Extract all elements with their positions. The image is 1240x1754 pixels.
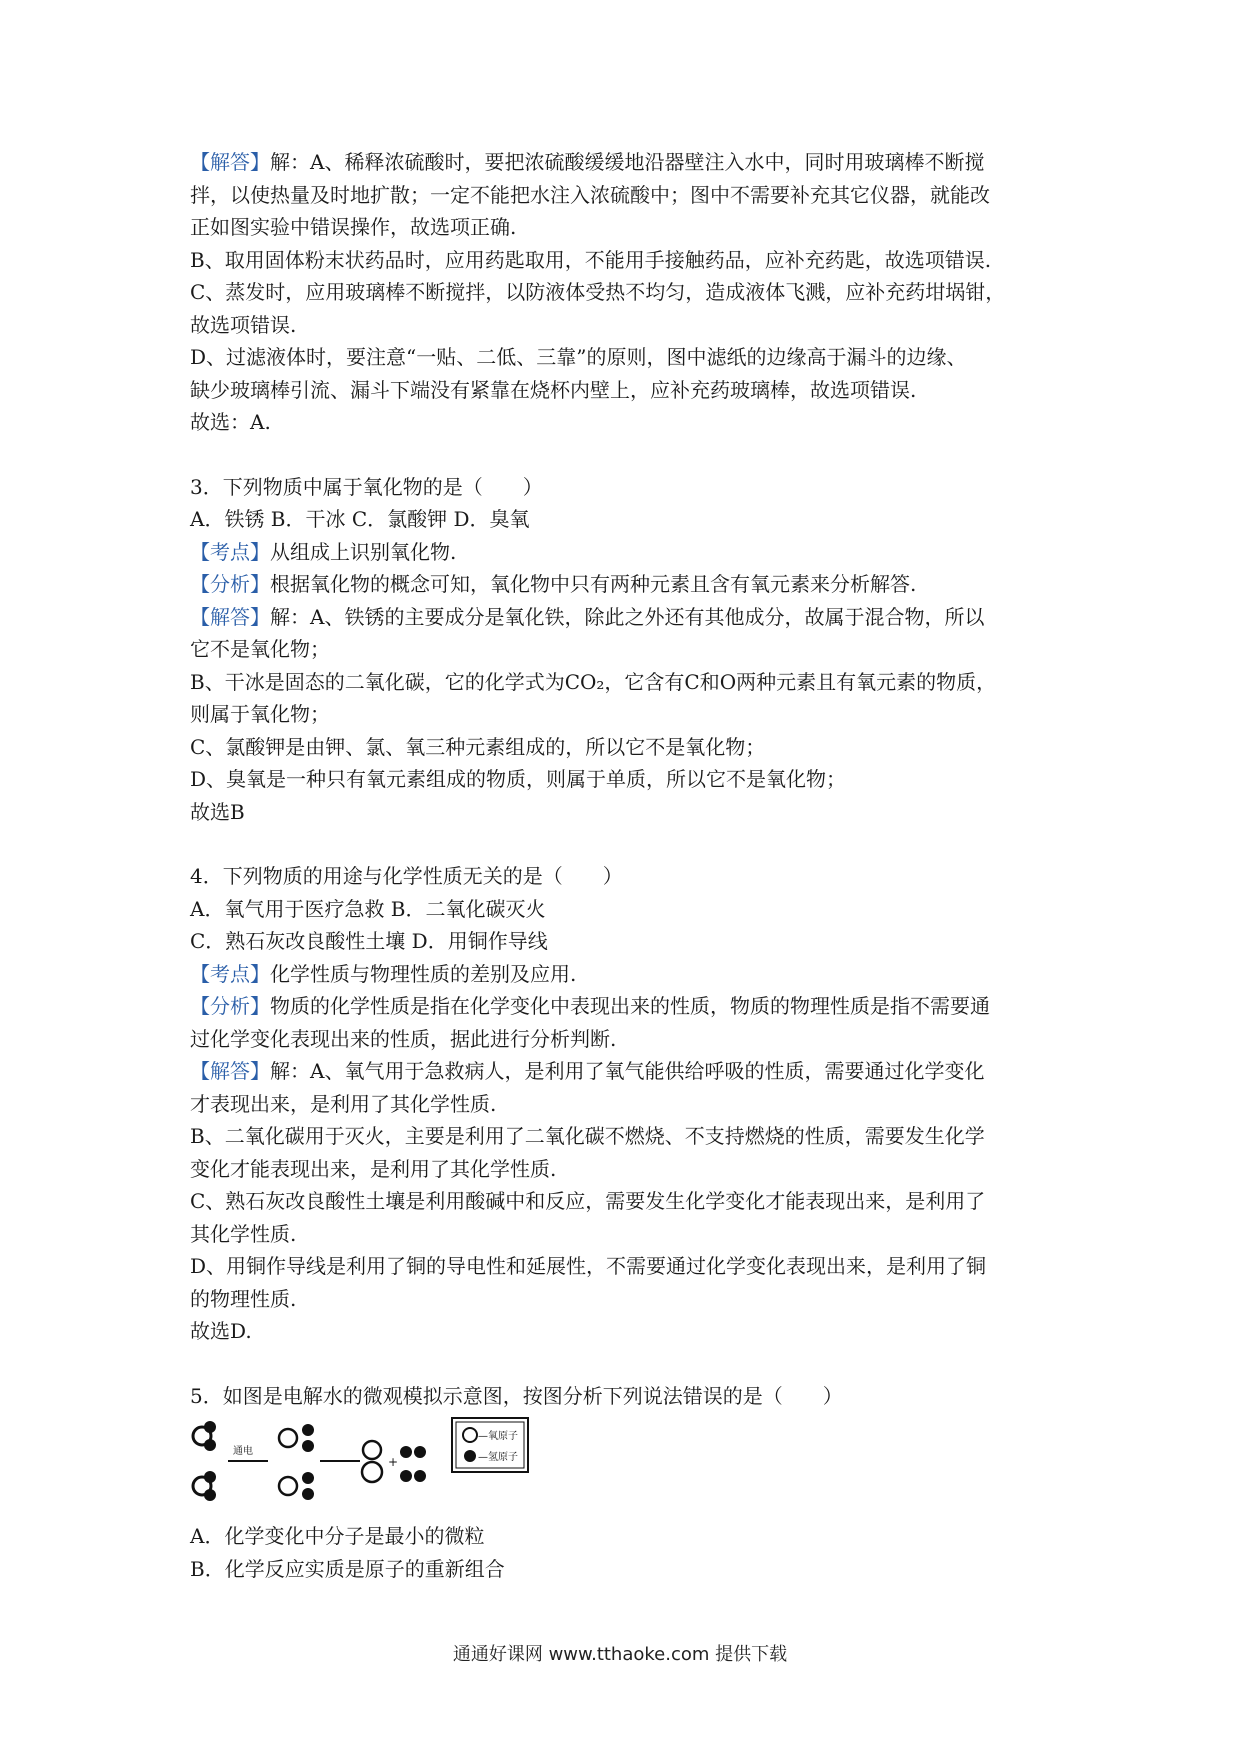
- diagram-legend: [452, 1418, 528, 1472]
- document-body: [190, 146, 1070, 1585]
- q4-options: A．氧气用于医疗急救 B．二氧化碳灭火: [190, 896, 546, 921]
- legend-hydrogen: —氢原子: [478, 1452, 518, 1463]
- q3-answer-line: C、氯酸钾是由钾、氯、氧三种元素组成的，所以它不是氧化物；: [190, 734, 766, 759]
- answer-tag: 【解答】: [190, 150, 270, 174]
- kaodian-tag: 【考点】: [190, 961, 270, 986]
- q3-answer-line: 故选B: [190, 799, 245, 824]
- q4-fenxi: 【分析】物质的化学性质是指在化学变化中表现出来的性质，物质的物理性质是指不需要通: [190, 994, 990, 1018]
- q3-answer-line: 它不是氧化物；: [190, 637, 330, 661]
- q2-answer-line: C、蒸发时，应用玻璃棒不断搅拌，以防液体受热不均匀，造成液体飞溅，应补充药坩埚钳，: [190, 280, 1006, 304]
- q2-answer-line: 缺少玻璃棒引流、漏斗下端没有紧靠在烧杯内壁上，应补充药玻璃棒，故选项错误.: [190, 377, 917, 402]
- fenxi-tag: 【分析】: [190, 572, 270, 596]
- legend-oxygen: —氧原子: [478, 1431, 518, 1442]
- q3-answer-line: B、干冰是固态的二氧化碳，它的化学式为CO₂，它含有C和O两种元素且有氧元素的物质，: [190, 669, 997, 694]
- q4-question: 4．下列物质的用途与化学性质无关的是（ ）: [190, 864, 623, 888]
- q4-answer-line: C、熟石灰改良酸性土壤是利用酸碱中和反应，需要发生化学变化才能表现出来，是利用了: [190, 1189, 986, 1213]
- q4-answer-line: 变化才能表现出来，是利用了其化学性质.: [190, 1156, 557, 1181]
- q4-kaodian: 【考点】化学性质与物理性质的差别及应用.: [190, 961, 577, 986]
- q4-answer-line: D、用铜作导线是利用了铜的导电性和延展性，不需要通过化学变化表现出来，是利用了铜: [190, 1254, 987, 1278]
- q2-answer-line: 故选：A.: [190, 410, 271, 434]
- jieda-tag: 【解答】: [190, 1059, 270, 1083]
- arrow-label: 通电: [233, 1446, 253, 1457]
- separated-atoms: [279, 1424, 314, 1500]
- q2-answer-line: 拌，以使热量及时地扩散；一定不能把水注入浓硫酸中；图中不需要补充其它仪器，就能改: [190, 182, 990, 207]
- q5-option: B．化学反应实质是原子的重新组合: [190, 1556, 505, 1581]
- q3-answer-line: 则属于氧化物；: [190, 702, 330, 726]
- q3-fenxi: 【分析】根据氧化物的概念可知，氧化物中只有两种元素且含有氧元素来分析解答.: [190, 572, 917, 596]
- q3-question: 3．下列物质中属于氧化物的是（ ）: [190, 474, 543, 499]
- jieda-tag: 【解答】: [190, 604, 270, 629]
- water-molecule: [193, 1421, 216, 1451]
- electrolysis-diagram: [190, 1416, 550, 1512]
- q5-question: 5．如图是电解水的微观模拟示意图，按图分析下列说法错误的是（ ）: [190, 1383, 843, 1408]
- q2-answer-line: 正如图实验中错误操作，故选项正确.: [190, 215, 517, 239]
- q4-answer-line: 的物理性质.: [190, 1286, 297, 1311]
- electrolysis-svg: [190, 1416, 550, 1512]
- q3-jieda: 【解答】解：A、铁锈的主要成分是氧化铁，除此之外还有其他成分，故属于混合物，所以: [190, 604, 985, 629]
- q4-options: C．熟石灰改良酸性土壤 D．用铜作导线: [190, 929, 548, 953]
- q4-answer-line: 才表现出来，是利用了其化学性质.: [190, 1091, 497, 1116]
- kaodian-tag: 【考点】: [190, 539, 270, 564]
- fenxi-tag: 【分析】: [190, 994, 270, 1018]
- q2-answer-line: D、过滤液体时，要注意“一贴、二低、三靠”的原则，图中滤纸的边缘高于漏斗的边缘、: [190, 345, 967, 369]
- hydrogen-molecule: [400, 1446, 426, 1482]
- water-molecule: [193, 1471, 216, 1501]
- q2-answer-line: 故选项错误.: [190, 312, 297, 337]
- q3-kaodian: 【考点】从组成上识别氧化物.: [190, 539, 457, 564]
- q4-fenxi-cont: 过化学变化表现出来的性质，据此进行分析判断.: [190, 1026, 617, 1051]
- q4-answer-line: 故选D.: [190, 1319, 252, 1343]
- page-footer: 通通好课网 www.tthaoke.com 提供下载: [452, 1644, 788, 1665]
- q3-options: A．铁锈 B．干冰 C．氯酸钾 D．臭氧: [190, 507, 530, 531]
- q4-answer-line: B、二氧化碳用于灭火，主要是利用了二氧化碳不燃烧、不支持燃烧的性质，需要发生化学: [190, 1124, 985, 1148]
- plus-sign: +: [388, 1455, 399, 1469]
- q2-answer-line: B、取用固体粉末状药品时，应用药匙取用，不能用手接触药品，应补充药匙，故选项错误.: [190, 247, 992, 272]
- q4-answer-line: 其化学性质.: [190, 1221, 297, 1246]
- q3-answer-line: D、臭氧是一种只有氧元素组成的物质，则属于单质，所以它不是氧化物；: [190, 767, 847, 791]
- oxygen-molecule: [362, 1441, 382, 1482]
- q5-option: A．化学变化中分子是最小的微粒: [190, 1524, 485, 1548]
- q2-answer-line: 【解答】解：A、稀释浓硫酸时，要把浓硫酸缓缓地沿器壁注入水中，同时用玻璃棒不断搅: [190, 150, 985, 174]
- q4-jieda: 【解答】解：A、氧气用于急救病人，是利用了氧气能供给呼吸的性质，需要通过化学变化: [190, 1059, 985, 1083]
